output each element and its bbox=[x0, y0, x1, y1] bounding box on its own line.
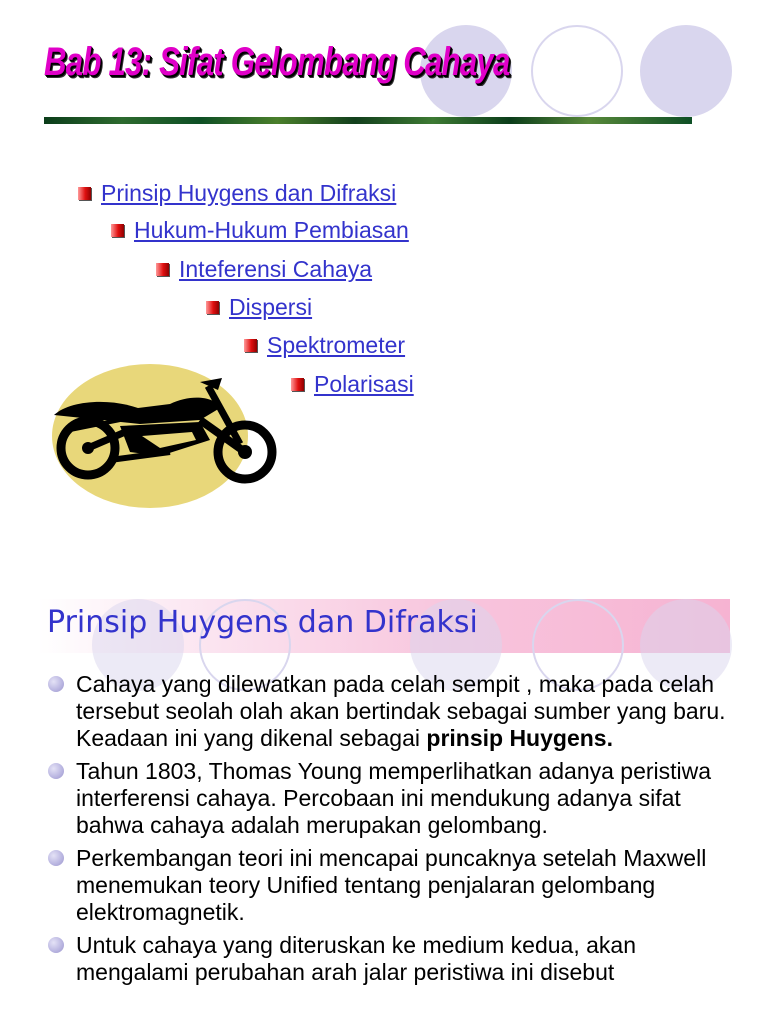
bullet-bold-text: prinsip Huygens. bbox=[426, 725, 613, 751]
slide-title: Prinsip Huygens dan Difraksi bbox=[47, 605, 478, 640]
nav-link-interferensi[interactable] bbox=[156, 256, 372, 283]
nav-link-spektrometer[interactable] bbox=[244, 332, 405, 359]
decor-circle bbox=[531, 25, 623, 117]
nav-link-label: Spektrometer bbox=[267, 332, 406, 358]
slide-2 bbox=[0, 585, 768, 1024]
bullet-list bbox=[0, 671, 768, 992]
slide-title: Bab 13: Sifat Gelombang Cahaya bbox=[44, 40, 510, 84]
nav-link-label: Prinsip Huygens dan Difraksi bbox=[101, 180, 397, 206]
bullet-dot-icon bbox=[48, 937, 64, 953]
nav-link-label: Inteferensi Cahaya bbox=[179, 256, 373, 282]
nav-link-label: Hukum-Hukum Pembiasan bbox=[134, 217, 409, 243]
bullet-item bbox=[0, 845, 768, 926]
square-bullet-icon bbox=[244, 339, 257, 352]
square-bullet-icon bbox=[156, 263, 169, 276]
bullet-text: Untuk cahaya yang diteruskan ke medium kedua, akan mengalami perubahan arah jalar peristiwa ini disebut bbox=[76, 932, 636, 985]
decor-circle bbox=[640, 25, 732, 117]
nav-link-dispersi[interactable] bbox=[206, 294, 312, 321]
bullet-dot-icon bbox=[48, 676, 64, 692]
square-bullet-icon bbox=[206, 301, 219, 314]
title-underline-bar bbox=[44, 117, 692, 124]
nav-link-polarisasi[interactable] bbox=[291, 371, 414, 398]
nav-link-label: Polarisasi bbox=[314, 371, 414, 397]
square-bullet-icon bbox=[111, 224, 124, 237]
bullet-text: Perkembangan teori ini mencapai puncaknya setelah Maxwell menemukan teory Unified tentang penjalaran gelombang elektromagnetik. bbox=[76, 845, 707, 925]
bullet-item bbox=[0, 758, 768, 839]
square-bullet-icon bbox=[78, 187, 91, 200]
bullet-dot-icon bbox=[48, 763, 64, 779]
square-bullet-icon bbox=[291, 378, 304, 391]
bullet-item bbox=[0, 671, 768, 752]
bullet-item bbox=[0, 932, 768, 986]
nav-link-label: Dispersi bbox=[229, 294, 313, 320]
bullet-text: Cahaya yang dilewatkan pada celah sempit , maka pada celah tersebut seolah olah akan bertindak sebagai sumber yang baru. Keadaan ini yang dikenal sebagai bbox=[76, 671, 726, 751]
nav-link-pembiasan[interactable] bbox=[111, 217, 409, 244]
bullet-dot-icon bbox=[48, 850, 64, 866]
bullet-text: Tahun 1803, Thomas Young memperlihatkan adanya peristiwa interferensi cahaya. Percobaan ini mendukung adanya sifat bahwa cahaya adalah merupakan gelombang. bbox=[76, 758, 712, 838]
motorcycle-clipart-icon bbox=[50, 360, 282, 512]
nav-link-huygens[interactable] bbox=[78, 180, 396, 207]
